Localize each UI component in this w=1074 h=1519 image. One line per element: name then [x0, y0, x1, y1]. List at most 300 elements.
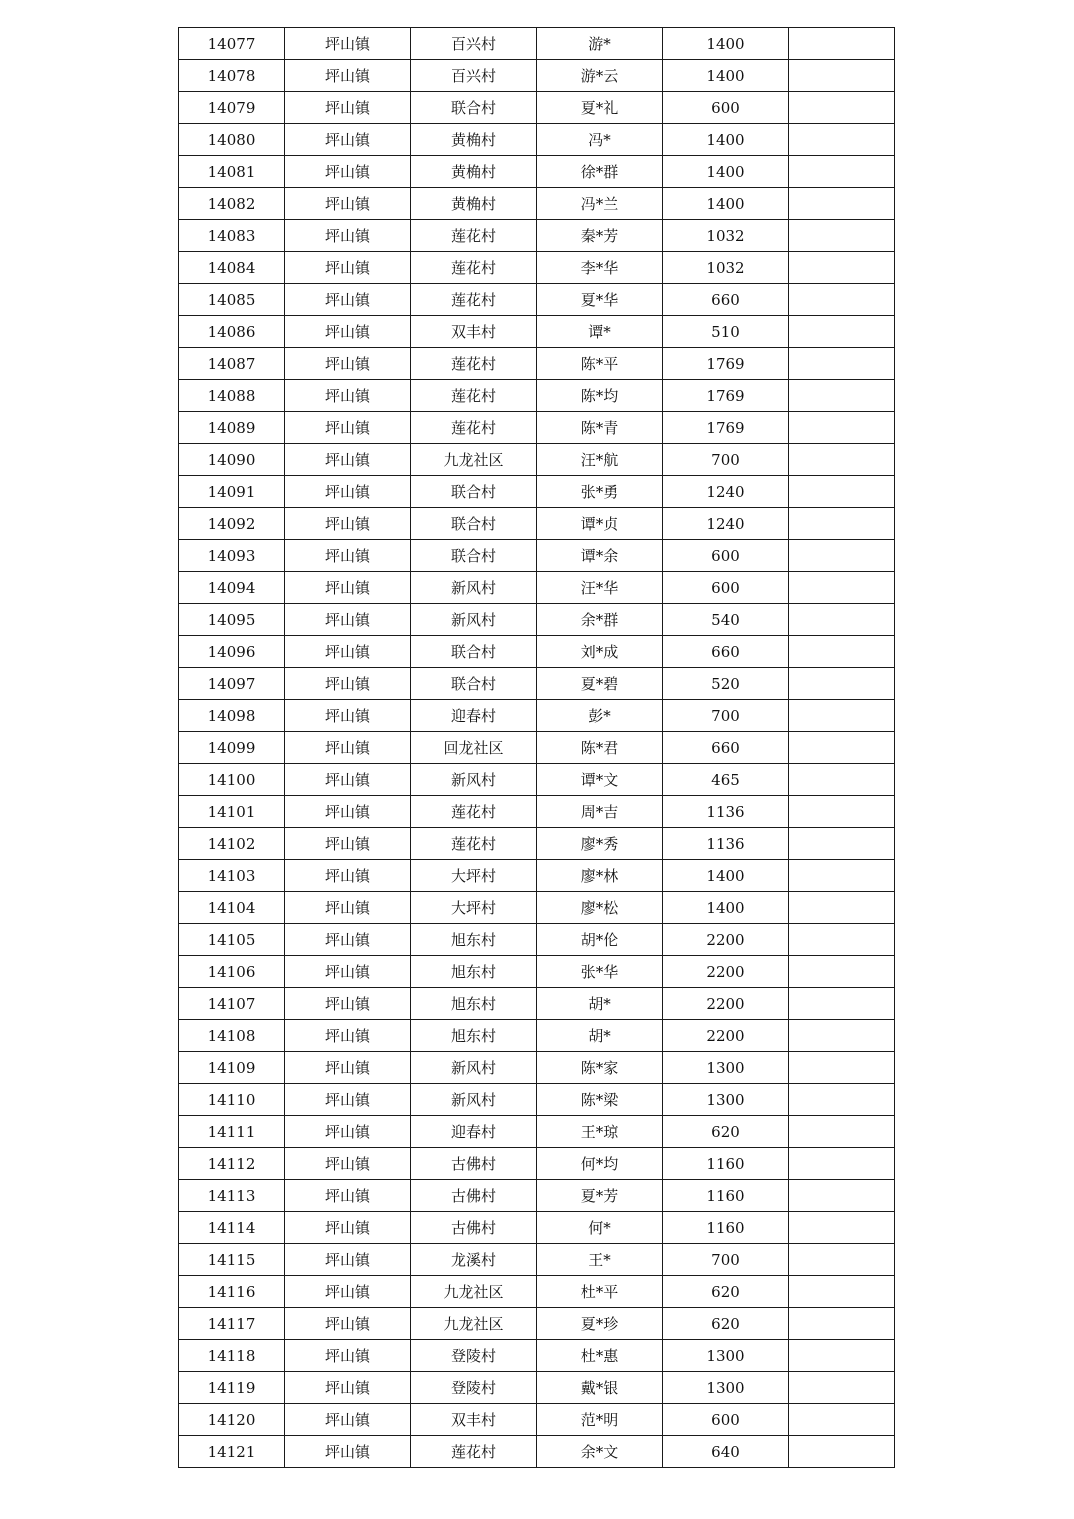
cell-village: 古佛村 — [411, 1180, 537, 1212]
cell-town: 坪山镇 — [285, 764, 411, 796]
cell-note — [789, 604, 895, 636]
cell-amount: 600 — [663, 572, 789, 604]
cell-name: 汪*航 — [537, 444, 663, 476]
cell-note — [789, 1436, 895, 1468]
cell-name: 谭*贞 — [537, 508, 663, 540]
cell-id: 14097 — [179, 668, 285, 700]
cell-village: 九龙社区 — [411, 1308, 537, 1340]
cell-village: 联合村 — [411, 92, 537, 124]
cell-name: 戴*银 — [537, 1372, 663, 1404]
cell-amount: 700 — [663, 444, 789, 476]
cell-id: 14077 — [179, 28, 285, 60]
cell-town: 坪山镇 — [285, 1244, 411, 1276]
cell-village: 莲花村 — [411, 284, 537, 316]
cell-village: 黄桷村 — [411, 188, 537, 220]
table-row — [179, 476, 895, 508]
cell-amount: 600 — [663, 540, 789, 572]
cell-note — [789, 156, 895, 188]
cell-note — [789, 668, 895, 700]
cell-village: 新风村 — [411, 1052, 537, 1084]
cell-id: 14112 — [179, 1148, 285, 1180]
cell-village: 九龙社区 — [411, 444, 537, 476]
cell-note — [789, 188, 895, 220]
cell-town: 坪山镇 — [285, 1116, 411, 1148]
cell-town: 坪山镇 — [285, 636, 411, 668]
cell-village: 莲花村 — [411, 1436, 537, 1468]
cell-note — [789, 220, 895, 252]
cell-id: 14108 — [179, 1020, 285, 1052]
cell-name: 陈*梁 — [537, 1084, 663, 1116]
cell-name: 王*琼 — [537, 1116, 663, 1148]
cell-village: 双丰村 — [411, 1404, 537, 1436]
cell-name: 游* — [537, 28, 663, 60]
table-row — [179, 284, 895, 316]
cell-village: 莲花村 — [411, 828, 537, 860]
table-row — [179, 636, 895, 668]
cell-amount: 620 — [663, 1308, 789, 1340]
cell-note — [789, 732, 895, 764]
table-row — [179, 28, 895, 60]
cell-town: 坪山镇 — [285, 28, 411, 60]
cell-note — [789, 796, 895, 828]
cell-village: 登陵村 — [411, 1372, 537, 1404]
cell-amount: 1136 — [663, 796, 789, 828]
cell-name: 刘*成 — [537, 636, 663, 668]
cell-village: 古佛村 — [411, 1148, 537, 1180]
cell-village: 大坪村 — [411, 860, 537, 892]
cell-amount: 1769 — [663, 380, 789, 412]
cell-town: 坪山镇 — [285, 1308, 411, 1340]
cell-town: 坪山镇 — [285, 604, 411, 636]
cell-amount: 540 — [663, 604, 789, 636]
table-row — [179, 956, 895, 988]
cell-amount: 1769 — [663, 348, 789, 380]
cell-note — [789, 860, 895, 892]
cell-id: 14078 — [179, 60, 285, 92]
cell-amount: 700 — [663, 700, 789, 732]
table-row — [179, 412, 895, 444]
cell-town: 坪山镇 — [285, 892, 411, 924]
cell-note — [789, 1148, 895, 1180]
table-row — [179, 892, 895, 924]
cell-town: 坪山镇 — [285, 1372, 411, 1404]
cell-name: 冯* — [537, 124, 663, 156]
cell-name: 谭* — [537, 316, 663, 348]
cell-town: 坪山镇 — [285, 924, 411, 956]
cell-name: 徐*群 — [537, 156, 663, 188]
cell-amount: 1160 — [663, 1212, 789, 1244]
table-row — [179, 124, 895, 156]
cell-id: 14102 — [179, 828, 285, 860]
cell-id: 14120 — [179, 1404, 285, 1436]
cell-village: 联合村 — [411, 508, 537, 540]
cell-amount: 620 — [663, 1276, 789, 1308]
cell-id: 14116 — [179, 1276, 285, 1308]
table-row — [179, 60, 895, 92]
cell-village: 黄桷村 — [411, 156, 537, 188]
cell-id: 14079 — [179, 92, 285, 124]
cell-village: 莲花村 — [411, 412, 537, 444]
cell-note — [789, 988, 895, 1020]
cell-village: 联合村 — [411, 668, 537, 700]
table-row — [179, 1116, 895, 1148]
cell-town: 坪山镇 — [285, 1148, 411, 1180]
cell-village: 龙溪村 — [411, 1244, 537, 1276]
cell-id: 14118 — [179, 1340, 285, 1372]
cell-village: 新风村 — [411, 1084, 537, 1116]
cell-amount: 1032 — [663, 220, 789, 252]
cell-note — [789, 508, 895, 540]
table-row — [179, 540, 895, 572]
cell-note — [789, 92, 895, 124]
cell-amount: 1769 — [663, 412, 789, 444]
cell-amount: 1240 — [663, 508, 789, 540]
cell-town: 坪山镇 — [285, 284, 411, 316]
cell-id: 14092 — [179, 508, 285, 540]
table-row — [179, 380, 895, 412]
table-row — [179, 924, 895, 956]
cell-village: 新风村 — [411, 572, 537, 604]
cell-name: 汪*华 — [537, 572, 663, 604]
cell-village: 联合村 — [411, 636, 537, 668]
cell-amount: 640 — [663, 1436, 789, 1468]
cell-village: 旭东村 — [411, 988, 537, 1020]
cell-name: 陈*均 — [537, 380, 663, 412]
cell-amount: 1300 — [663, 1084, 789, 1116]
cell-village: 新风村 — [411, 604, 537, 636]
cell-note — [789, 1116, 895, 1148]
table-row — [179, 1180, 895, 1212]
cell-town: 坪山镇 — [285, 412, 411, 444]
cell-amount: 1300 — [663, 1052, 789, 1084]
cell-note — [789, 284, 895, 316]
cell-village: 百兴村 — [411, 60, 537, 92]
cell-amount: 1400 — [663, 124, 789, 156]
cell-town: 坪山镇 — [285, 1052, 411, 1084]
cell-name: 彭* — [537, 700, 663, 732]
table-row — [179, 1020, 895, 1052]
cell-village: 莲花村 — [411, 252, 537, 284]
cell-amount: 1160 — [663, 1148, 789, 1180]
cell-village: 回龙社区 — [411, 732, 537, 764]
cell-name: 谭*文 — [537, 764, 663, 796]
cell-town: 坪山镇 — [285, 1212, 411, 1244]
cell-town: 坪山镇 — [285, 476, 411, 508]
table-row — [179, 508, 895, 540]
cell-village: 莲花村 — [411, 380, 537, 412]
cell-id: 14081 — [179, 156, 285, 188]
cell-note — [789, 60, 895, 92]
cell-note — [789, 1244, 895, 1276]
cell-town: 坪山镇 — [285, 1020, 411, 1052]
cell-id: 14096 — [179, 636, 285, 668]
cell-note — [789, 124, 895, 156]
cell-note — [789, 1020, 895, 1052]
cell-village: 旭东村 — [411, 956, 537, 988]
cell-id: 14109 — [179, 1052, 285, 1084]
cell-id: 14091 — [179, 476, 285, 508]
cell-id: 14080 — [179, 124, 285, 156]
cell-village: 九龙社区 — [411, 1276, 537, 1308]
cell-town: 坪山镇 — [285, 668, 411, 700]
cell-town: 坪山镇 — [285, 1436, 411, 1468]
cell-town: 坪山镇 — [285, 380, 411, 412]
table-row — [179, 1308, 895, 1340]
table-row — [179, 1212, 895, 1244]
cell-note — [789, 412, 895, 444]
cell-amount: 1400 — [663, 860, 789, 892]
cell-town: 坪山镇 — [285, 1404, 411, 1436]
cell-note — [789, 924, 895, 956]
cell-amount: 620 — [663, 1116, 789, 1148]
cell-id: 14117 — [179, 1308, 285, 1340]
cell-village: 登陵村 — [411, 1340, 537, 1372]
cell-name: 杜*惠 — [537, 1340, 663, 1372]
cell-amount: 1300 — [663, 1340, 789, 1372]
table-row — [179, 1404, 895, 1436]
cell-amount: 1300 — [663, 1372, 789, 1404]
cell-amount: 660 — [663, 732, 789, 764]
cell-note — [789, 1180, 895, 1212]
cell-amount: 2200 — [663, 924, 789, 956]
table-row — [179, 444, 895, 476]
cell-name: 张*勇 — [537, 476, 663, 508]
cell-id: 14103 — [179, 860, 285, 892]
table-row — [179, 252, 895, 284]
cell-id: 14085 — [179, 284, 285, 316]
cell-town: 坪山镇 — [285, 540, 411, 572]
cell-amount: 510 — [663, 316, 789, 348]
cell-town: 坪山镇 — [285, 572, 411, 604]
cell-name: 夏*华 — [537, 284, 663, 316]
cell-town: 坪山镇 — [285, 316, 411, 348]
cell-id: 14114 — [179, 1212, 285, 1244]
cell-id: 14121 — [179, 1436, 285, 1468]
table-row — [179, 1244, 895, 1276]
cell-note — [789, 540, 895, 572]
cell-name: 谭*余 — [537, 540, 663, 572]
table-row — [179, 1372, 895, 1404]
cell-village: 新风村 — [411, 764, 537, 796]
table-row — [179, 1436, 895, 1468]
cell-note — [789, 636, 895, 668]
table-row — [179, 1148, 895, 1180]
cell-name: 秦*芳 — [537, 220, 663, 252]
cell-name: 胡* — [537, 1020, 663, 1052]
cell-id: 14090 — [179, 444, 285, 476]
cell-village: 莲花村 — [411, 348, 537, 380]
cell-note — [789, 828, 895, 860]
cell-amount: 520 — [663, 668, 789, 700]
cell-town: 坪山镇 — [285, 60, 411, 92]
table-row — [179, 828, 895, 860]
table-row — [179, 348, 895, 380]
cell-village: 旭东村 — [411, 924, 537, 956]
cell-town: 坪山镇 — [285, 700, 411, 732]
cell-id: 14104 — [179, 892, 285, 924]
cell-note — [789, 1404, 895, 1436]
table-row — [179, 700, 895, 732]
table-row — [179, 668, 895, 700]
cell-note — [789, 348, 895, 380]
cell-name: 陈*君 — [537, 732, 663, 764]
cell-name: 夏*碧 — [537, 668, 663, 700]
cell-amount: 1400 — [663, 60, 789, 92]
cell-note — [789, 1340, 895, 1372]
cell-town: 坪山镇 — [285, 444, 411, 476]
cell-village: 大坪村 — [411, 892, 537, 924]
cell-village: 百兴村 — [411, 28, 537, 60]
cell-amount: 600 — [663, 92, 789, 124]
cell-id: 14111 — [179, 1116, 285, 1148]
cell-amount: 1240 — [663, 476, 789, 508]
cell-amount: 1400 — [663, 892, 789, 924]
cell-note — [789, 476, 895, 508]
cell-name: 廖*林 — [537, 860, 663, 892]
cell-id: 14084 — [179, 252, 285, 284]
cell-id: 14098 — [179, 700, 285, 732]
cell-town: 坪山镇 — [285, 828, 411, 860]
cell-town: 坪山镇 — [285, 1340, 411, 1372]
cell-name: 夏*礼 — [537, 92, 663, 124]
table-body — [179, 28, 895, 1468]
cell-note — [789, 444, 895, 476]
cell-id: 14107 — [179, 988, 285, 1020]
cell-amount: 2200 — [663, 956, 789, 988]
cell-id: 14095 — [179, 604, 285, 636]
cell-id: 14094 — [179, 572, 285, 604]
cell-note — [789, 700, 895, 732]
cell-town: 坪山镇 — [285, 796, 411, 828]
cell-id: 14101 — [179, 796, 285, 828]
cell-id: 14083 — [179, 220, 285, 252]
table-row — [179, 860, 895, 892]
table-row — [179, 572, 895, 604]
cell-note — [789, 28, 895, 60]
cell-town: 坪山镇 — [285, 220, 411, 252]
cell-name: 张*华 — [537, 956, 663, 988]
cell-town: 坪山镇 — [285, 988, 411, 1020]
cell-id: 14088 — [179, 380, 285, 412]
cell-village: 迎春村 — [411, 700, 537, 732]
cell-name: 廖*松 — [537, 892, 663, 924]
cell-amount: 1032 — [663, 252, 789, 284]
cell-name: 陈*平 — [537, 348, 663, 380]
table-row — [179, 988, 895, 1020]
table-row — [179, 188, 895, 220]
table-row — [179, 1340, 895, 1372]
cell-id: 14093 — [179, 540, 285, 572]
cell-id: 14106 — [179, 956, 285, 988]
cell-id: 14113 — [179, 1180, 285, 1212]
cell-note — [789, 380, 895, 412]
cell-name: 何*均 — [537, 1148, 663, 1180]
cell-amount: 465 — [663, 764, 789, 796]
cell-town: 坪山镇 — [285, 956, 411, 988]
cell-name: 冯*兰 — [537, 188, 663, 220]
table-row — [179, 796, 895, 828]
cell-amount: 1400 — [663, 156, 789, 188]
cell-name: 范*明 — [537, 1404, 663, 1436]
cell-village: 旭东村 — [411, 1020, 537, 1052]
cell-name: 杜*平 — [537, 1276, 663, 1308]
cell-name: 夏*珍 — [537, 1308, 663, 1340]
cell-village: 古佛村 — [411, 1212, 537, 1244]
table-row — [179, 156, 895, 188]
cell-village: 联合村 — [411, 476, 537, 508]
cell-name: 李*华 — [537, 252, 663, 284]
cell-village: 双丰村 — [411, 316, 537, 348]
data-table — [178, 27, 895, 1468]
cell-note — [789, 1212, 895, 1244]
table-row — [179, 220, 895, 252]
table-row — [179, 92, 895, 124]
cell-id: 14099 — [179, 732, 285, 764]
cell-name: 余*文 — [537, 1436, 663, 1468]
cell-amount: 1160 — [663, 1180, 789, 1212]
cell-town: 坪山镇 — [285, 252, 411, 284]
cell-note — [789, 1308, 895, 1340]
cell-village: 莲花村 — [411, 796, 537, 828]
cell-amount: 700 — [663, 1244, 789, 1276]
cell-village: 莲花村 — [411, 220, 537, 252]
cell-note — [789, 892, 895, 924]
table-row — [179, 732, 895, 764]
cell-name: 王* — [537, 1244, 663, 1276]
cell-town: 坪山镇 — [285, 508, 411, 540]
cell-name: 陈*青 — [537, 412, 663, 444]
cell-amount: 2200 — [663, 988, 789, 1020]
cell-town: 坪山镇 — [285, 124, 411, 156]
cell-id: 14119 — [179, 1372, 285, 1404]
table-row — [179, 1084, 895, 1116]
cell-name: 何* — [537, 1212, 663, 1244]
cell-town: 坪山镇 — [285, 156, 411, 188]
cell-town: 坪山镇 — [285, 1180, 411, 1212]
cell-id: 14115 — [179, 1244, 285, 1276]
table-row — [179, 1052, 895, 1084]
cell-note — [789, 1276, 895, 1308]
cell-name: 游*云 — [537, 60, 663, 92]
cell-amount: 2200 — [663, 1020, 789, 1052]
cell-id: 14100 — [179, 764, 285, 796]
cell-name: 胡*伦 — [537, 924, 663, 956]
table-row — [179, 764, 895, 796]
cell-name: 陈*家 — [537, 1052, 663, 1084]
cell-note — [789, 252, 895, 284]
cell-note — [789, 1052, 895, 1084]
cell-village: 联合村 — [411, 540, 537, 572]
cell-amount: 660 — [663, 284, 789, 316]
cell-id: 14087 — [179, 348, 285, 380]
table-row — [179, 604, 895, 636]
cell-town: 坪山镇 — [285, 348, 411, 380]
cell-id: 14089 — [179, 412, 285, 444]
cell-note — [789, 572, 895, 604]
cell-note — [789, 764, 895, 796]
cell-name: 廖*秀 — [537, 828, 663, 860]
cell-id: 14110 — [179, 1084, 285, 1116]
cell-name: 周*吉 — [537, 796, 663, 828]
cell-town: 坪山镇 — [285, 92, 411, 124]
cell-village: 迎春村 — [411, 1116, 537, 1148]
cell-town: 坪山镇 — [285, 1276, 411, 1308]
cell-id: 14082 — [179, 188, 285, 220]
cell-amount: 600 — [663, 1404, 789, 1436]
cell-town: 坪山镇 — [285, 860, 411, 892]
cell-town: 坪山镇 — [285, 188, 411, 220]
cell-village: 黄桷村 — [411, 124, 537, 156]
